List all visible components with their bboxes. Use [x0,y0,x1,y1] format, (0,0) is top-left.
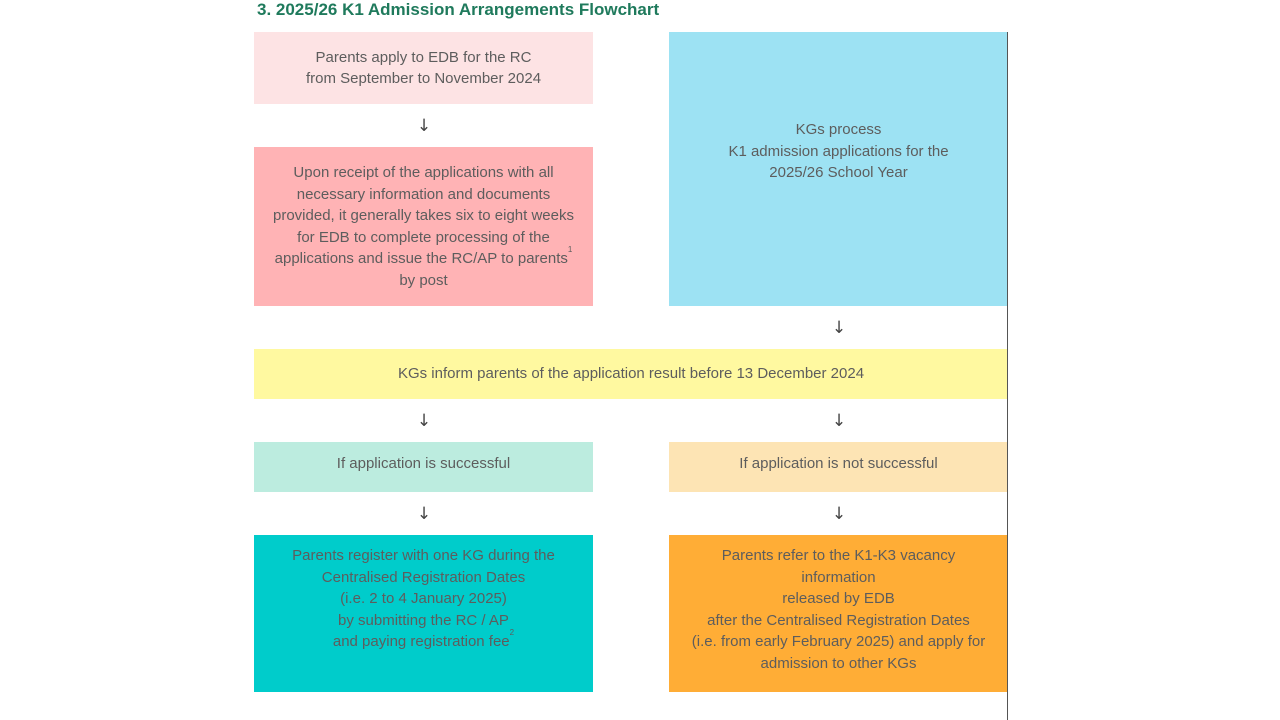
processing-text: Upon receipt of the applications with all necessary information and documents provided, it generally takes six to eight weeks for EDB to complete processing of the applications and issue the RC/AP to parents [273,164,574,267]
down-arrow-icon: ↓ [416,504,432,524]
not-successful-box [669,442,1008,492]
down-arrow-icon: ↓ [831,411,847,431]
down-arrow-icon: ↓ [831,318,847,338]
flowchart-title: 3. 2025/26 K1 Admission Arrangements Flowchart [257,0,660,19]
down-arrow-icon: ↓ [831,504,847,524]
inform-result-box [254,349,1008,399]
kg-process-text: KGs process K1 admission applications for the 2025/26 School Year [728,121,949,181]
down-arrow-icon: ↓ [416,411,432,431]
footnote-1-marker: 1 [567,245,573,254]
down-arrow-icon: ↓ [416,116,432,136]
processing-text-after: by post [399,271,448,289]
apply-rc-text: Parents apply to EDB for the RC from September to November 2024 [305,48,542,87]
vacancy-text: Parents refer to the K1-K3 vacancy information released by EDB after the Centralised Registration Dates (i.e. from early February 2025) and apply for admission to other KGs [691,547,986,672]
footnote-2-marker: 2 [509,628,515,637]
successful-text: If application is successful [336,455,511,472]
apply-rc-box [254,32,593,104]
successful-box [254,442,593,492]
processing-box [254,147,593,306]
right-edge-divider [1007,32,1008,720]
inform-result-text: KGs inform parents of the application result before 13 December 2024 [397,365,865,383]
vacancy-box [669,535,1008,692]
not-successful-text: If application is not successful [739,455,938,472]
register-box [254,535,593,692]
kg-process-box [669,32,1008,306]
register-text: Parents register with one KG during the Centralised Registration Dates (i.e. 2 to 4 January 2025) by submitting the RC / AP and paying registration fee [292,547,555,650]
